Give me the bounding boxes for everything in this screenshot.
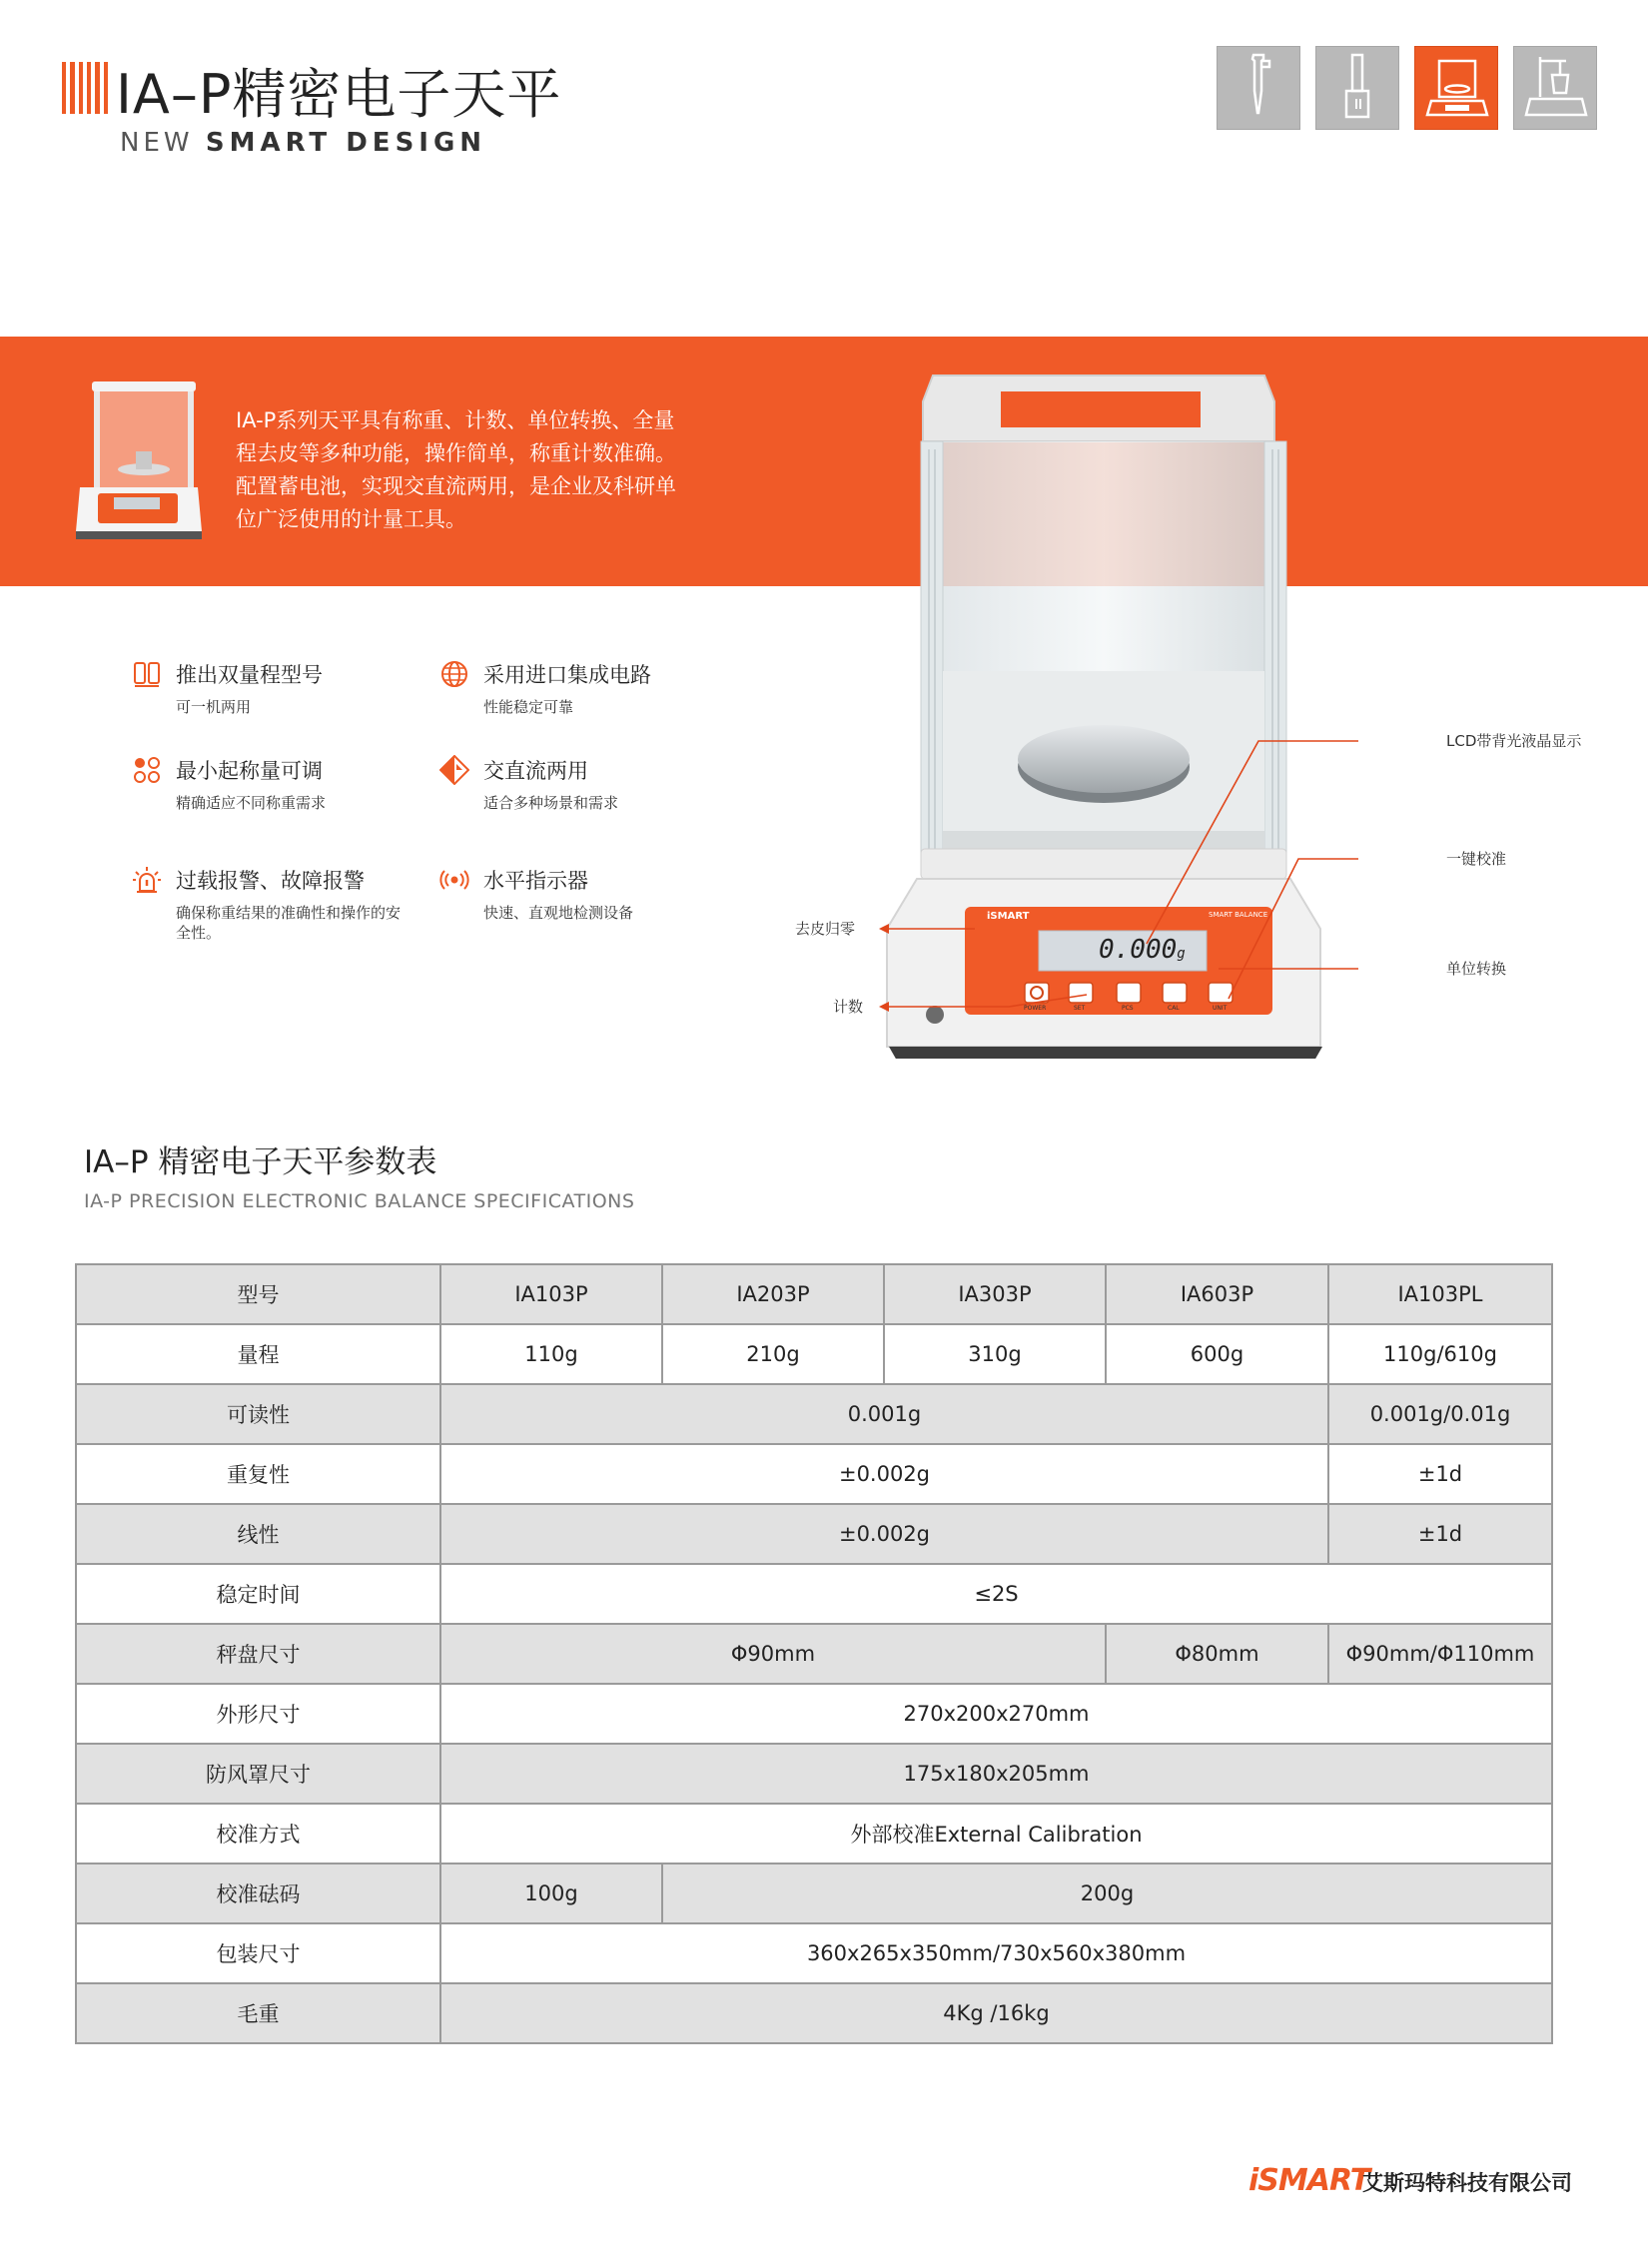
table-row-package <box>76 1923 1552 1983</box>
dots-icon <box>132 755 162 785</box>
row-label: 秤盘尺寸 <box>76 1624 440 1684</box>
table-cell: 210g <box>662 1324 884 1384</box>
table-row-model <box>76 1264 1552 1324</box>
pipette-icon[interactable] <box>1217 46 1300 130</box>
table-cell: IA103PL <box>1328 1264 1552 1324</box>
title-stripes <box>62 62 108 114</box>
lcd-reading <box>1099 935 1186 965</box>
table-cell: IA103P <box>440 1264 662 1324</box>
button-label-power: POWER <box>1024 1005 1047 1012</box>
brand-tagline <box>120 128 486 158</box>
tagline-new: NEW <box>120 128 194 158</box>
table-row-repeatability <box>76 1444 1552 1504</box>
table-cell: 310g <box>884 1324 1106 1384</box>
table-cell: IA603P <box>1106 1264 1328 1324</box>
table-row-stabilization <box>76 1564 1552 1624</box>
row-label: 毛重 <box>76 1983 440 2043</box>
company-logo: iSMART <box>1248 2163 1370 2198</box>
circuit-globe-icon <box>439 659 469 689</box>
row-label: 可读性 <box>76 1384 440 1444</box>
table-row-windshield <box>76 1744 1552 1804</box>
feature-title: 交直流两用 <box>483 759 588 783</box>
row-label: 重复性 <box>76 1444 440 1504</box>
callout-count: 计数 <box>833 998 864 1016</box>
feature-desc: 性能稳定可靠 <box>483 698 574 716</box>
table-row-range <box>76 1324 1552 1384</box>
table-cell: 175x180x205mm <box>440 1744 1552 1804</box>
lcd-value: 0.000 <box>1099 935 1178 965</box>
table-row-weight <box>76 1864 1552 1923</box>
button-label-set: SET <box>1074 1005 1086 1012</box>
feature-desc: 适合多种场景和需求 <box>483 794 619 812</box>
stirrer-icon[interactable] <box>1513 46 1597 130</box>
product-thumbnail <box>74 377 204 551</box>
feature-title: 过载报警、故障报警 <box>176 869 365 893</box>
table-cell: 100g <box>440 1864 662 1923</box>
spec-subtitle: IA-P PRECISION ELECTRONIC BALANCE SPECIFICATIONS <box>84 1190 635 1212</box>
feature-title: 采用进口集成电路 <box>483 663 651 687</box>
product-illustration <box>739 360 1582 1063</box>
callout-calibrate: 一键校准 <box>1446 850 1507 868</box>
category-icons <box>1217 46 1597 130</box>
table-cell: Φ90mm/Φ110mm <box>1328 1624 1552 1684</box>
feature-desc: 快速、直观地检测设备 <box>483 904 634 922</box>
row-label: 稳定时间 <box>76 1564 440 1624</box>
tagline-smart-design: SMART DESIGN <box>205 128 487 158</box>
level-indicator-icon <box>439 865 469 895</box>
button-label-pcs: PCS <box>1122 1005 1134 1012</box>
button-label-cal: CAL <box>1168 1005 1180 1012</box>
dual-range-icon <box>132 659 162 689</box>
table-cell: 110g <box>440 1324 662 1384</box>
table-cell: ±1d <box>1328 1504 1552 1564</box>
table-cell: 270x200x270mm <box>440 1684 1552 1744</box>
callout-tare: 去皮归零 <box>795 920 856 938</box>
table-cell: ±1d <box>1328 1444 1552 1504</box>
feature-desc: 可一机两用 <box>176 698 252 716</box>
feature-title: 最小起称量可调 <box>176 759 323 783</box>
table-cell: Φ90mm <box>440 1624 1106 1684</box>
spec-title: IA–P 精密电子天平参数表 <box>84 1144 437 1180</box>
ac-dc-icon <box>439 755 469 785</box>
panel-brand: iSMART <box>987 911 1030 922</box>
table-row-dimensions <box>76 1684 1552 1744</box>
table-cell: ≤2S <box>440 1564 1552 1624</box>
row-label: 线性 <box>76 1504 440 1564</box>
table-row-linearity <box>76 1504 1552 1564</box>
table-cell: 0.001g <box>440 1384 1328 1444</box>
table-cell: IA303P <box>884 1264 1106 1324</box>
table-row-readability <box>76 1384 1552 1444</box>
feature-desc: 确保称重结果的准确性和操作的安全性。 <box>176 904 402 942</box>
page-title: IA–P精密电子天平 <box>116 63 562 126</box>
company-name: 艾斯玛特科技有限公司 <box>1362 2171 1572 2195</box>
table-cell: 110g/610g <box>1328 1324 1552 1384</box>
lcd-unit: g <box>1177 946 1186 962</box>
table-cell: 外部校准External Calibration <box>440 1804 1552 1864</box>
row-label: 型号 <box>76 1264 440 1324</box>
table-cell: Φ80mm <box>1106 1624 1328 1684</box>
balance-icon[interactable] <box>1414 46 1498 130</box>
button-label-unit: UNIT <box>1213 1005 1228 1012</box>
table-cell: 600g <box>1106 1324 1328 1384</box>
callout-unit: 单位转换 <box>1446 960 1507 978</box>
row-label: 校准砝码 <box>76 1864 440 1923</box>
callout-lcd: LCD带背光液晶显示 <box>1446 732 1582 750</box>
table-cell: 200g <box>662 1864 1552 1923</box>
table-cell: 0.001g/0.01g <box>1328 1384 1552 1444</box>
row-label: 包装尺寸 <box>76 1923 440 1983</box>
table-cell: ±0.002g <box>440 1444 1328 1504</box>
dispenser-icon[interactable] <box>1315 46 1399 130</box>
alarm-light-icon <box>132 865 162 895</box>
table-cell: 4Kg /16kg <box>440 1983 1552 2043</box>
table-row-calibration <box>76 1804 1552 1864</box>
feature-desc: 精确适应不同称重需求 <box>176 794 327 812</box>
table-cell: 360x265x350mm/730x560x380mm <box>440 1923 1552 1983</box>
row-label: 防风罩尺寸 <box>76 1744 440 1804</box>
feature-title: 水平指示器 <box>483 869 588 893</box>
intro-text: IA-P系列天平具有称重、计数、单位转换、全量程去皮等多种功能，操作简单，称重计数准确。配置蓄电池，实现交直流两用，是企业及科研单位广泛使用的计量工具。 <box>236 408 676 531</box>
table-cell: IA203P <box>662 1264 884 1324</box>
row-label: 校准方式 <box>76 1804 440 1864</box>
row-label: 外形尺寸 <box>76 1684 440 1744</box>
spec-table <box>75 1263 1553 2044</box>
table-row-pan <box>76 1624 1552 1684</box>
feature-title: 推出双量程型号 <box>176 663 323 687</box>
panel-brand-right: SMART BALANCE <box>1209 911 1268 919</box>
row-label: 量程 <box>76 1324 440 1384</box>
table-cell: ±0.002g <box>440 1504 1328 1564</box>
table-row-gross <box>76 1983 1552 2043</box>
